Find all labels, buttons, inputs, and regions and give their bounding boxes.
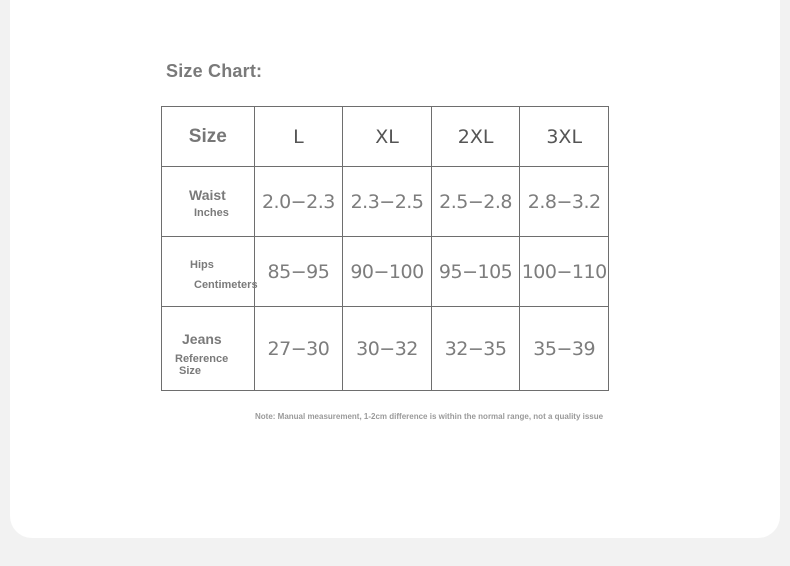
row-label-waist: Waist <box>189 187 226 203</box>
cell-value: 2.0−2.3 <box>261 190 335 213</box>
cell-value: 32−35 <box>444 337 507 360</box>
table-cell <box>431 237 520 307</box>
table-cell <box>520 307 609 391</box>
table-cell <box>343 237 432 307</box>
table-cell <box>254 167 343 237</box>
cell-value: 2.3−2.5 <box>350 190 424 213</box>
cell-value: 2.8−3.2 <box>527 190 601 213</box>
header-cell <box>431 107 520 167</box>
table-cell <box>254 307 343 391</box>
table-header-row <box>162 107 609 167</box>
table-row <box>162 307 609 391</box>
size-column-label: 2XL <box>457 125 494 148</box>
row-sublabel-size: Size <box>179 365 202 377</box>
header-size-label: Size <box>188 125 227 147</box>
size-column-label: 3XL <box>546 125 583 148</box>
cell-value: 90−100 <box>350 260 424 283</box>
header-cell <box>343 107 432 167</box>
table-cell <box>431 307 520 391</box>
table-cell <box>520 237 609 307</box>
table-cell <box>520 167 609 237</box>
size-column-label: XL <box>375 125 399 148</box>
size-column-label: L <box>293 125 304 148</box>
header-cell <box>254 107 343 167</box>
table-cell <box>431 167 520 237</box>
measurement-note: Note: Manual measurement, 1-2cm difference is within the normal range, not a quality issue <box>255 412 604 421</box>
cell-value: 27−30 <box>267 337 330 360</box>
table-cell <box>343 307 432 391</box>
row-label-hips: Hips <box>190 259 214 271</box>
row-sublabel-inches: Inches <box>194 207 229 219</box>
size-table <box>161 106 609 391</box>
header-cell <box>520 107 609 167</box>
row-label-cell <box>162 237 258 307</box>
cell-value: 35−39 <box>533 337 596 360</box>
row-label-jeans: Jeans <box>182 331 222 347</box>
table-row <box>162 237 609 307</box>
row-sublabel-reference: Reference <box>175 353 229 365</box>
table-cell <box>254 237 343 307</box>
cell-value: 85−95 <box>267 260 330 283</box>
cell-value: 100−110 <box>521 260 607 283</box>
table-row <box>162 167 609 237</box>
row-label-cell <box>162 307 255 391</box>
cell-value: 95−105 <box>438 260 513 283</box>
cell-value: 30−32 <box>356 337 418 360</box>
cell-value: 2.5−2.8 <box>439 190 513 213</box>
size-chart-title: Size Chart: <box>166 61 263 81</box>
table-cell <box>343 167 432 237</box>
header-size-cell <box>162 107 255 167</box>
row-label-cell <box>162 167 255 237</box>
row-sublabel-centimeters: Centimeters <box>194 279 258 291</box>
